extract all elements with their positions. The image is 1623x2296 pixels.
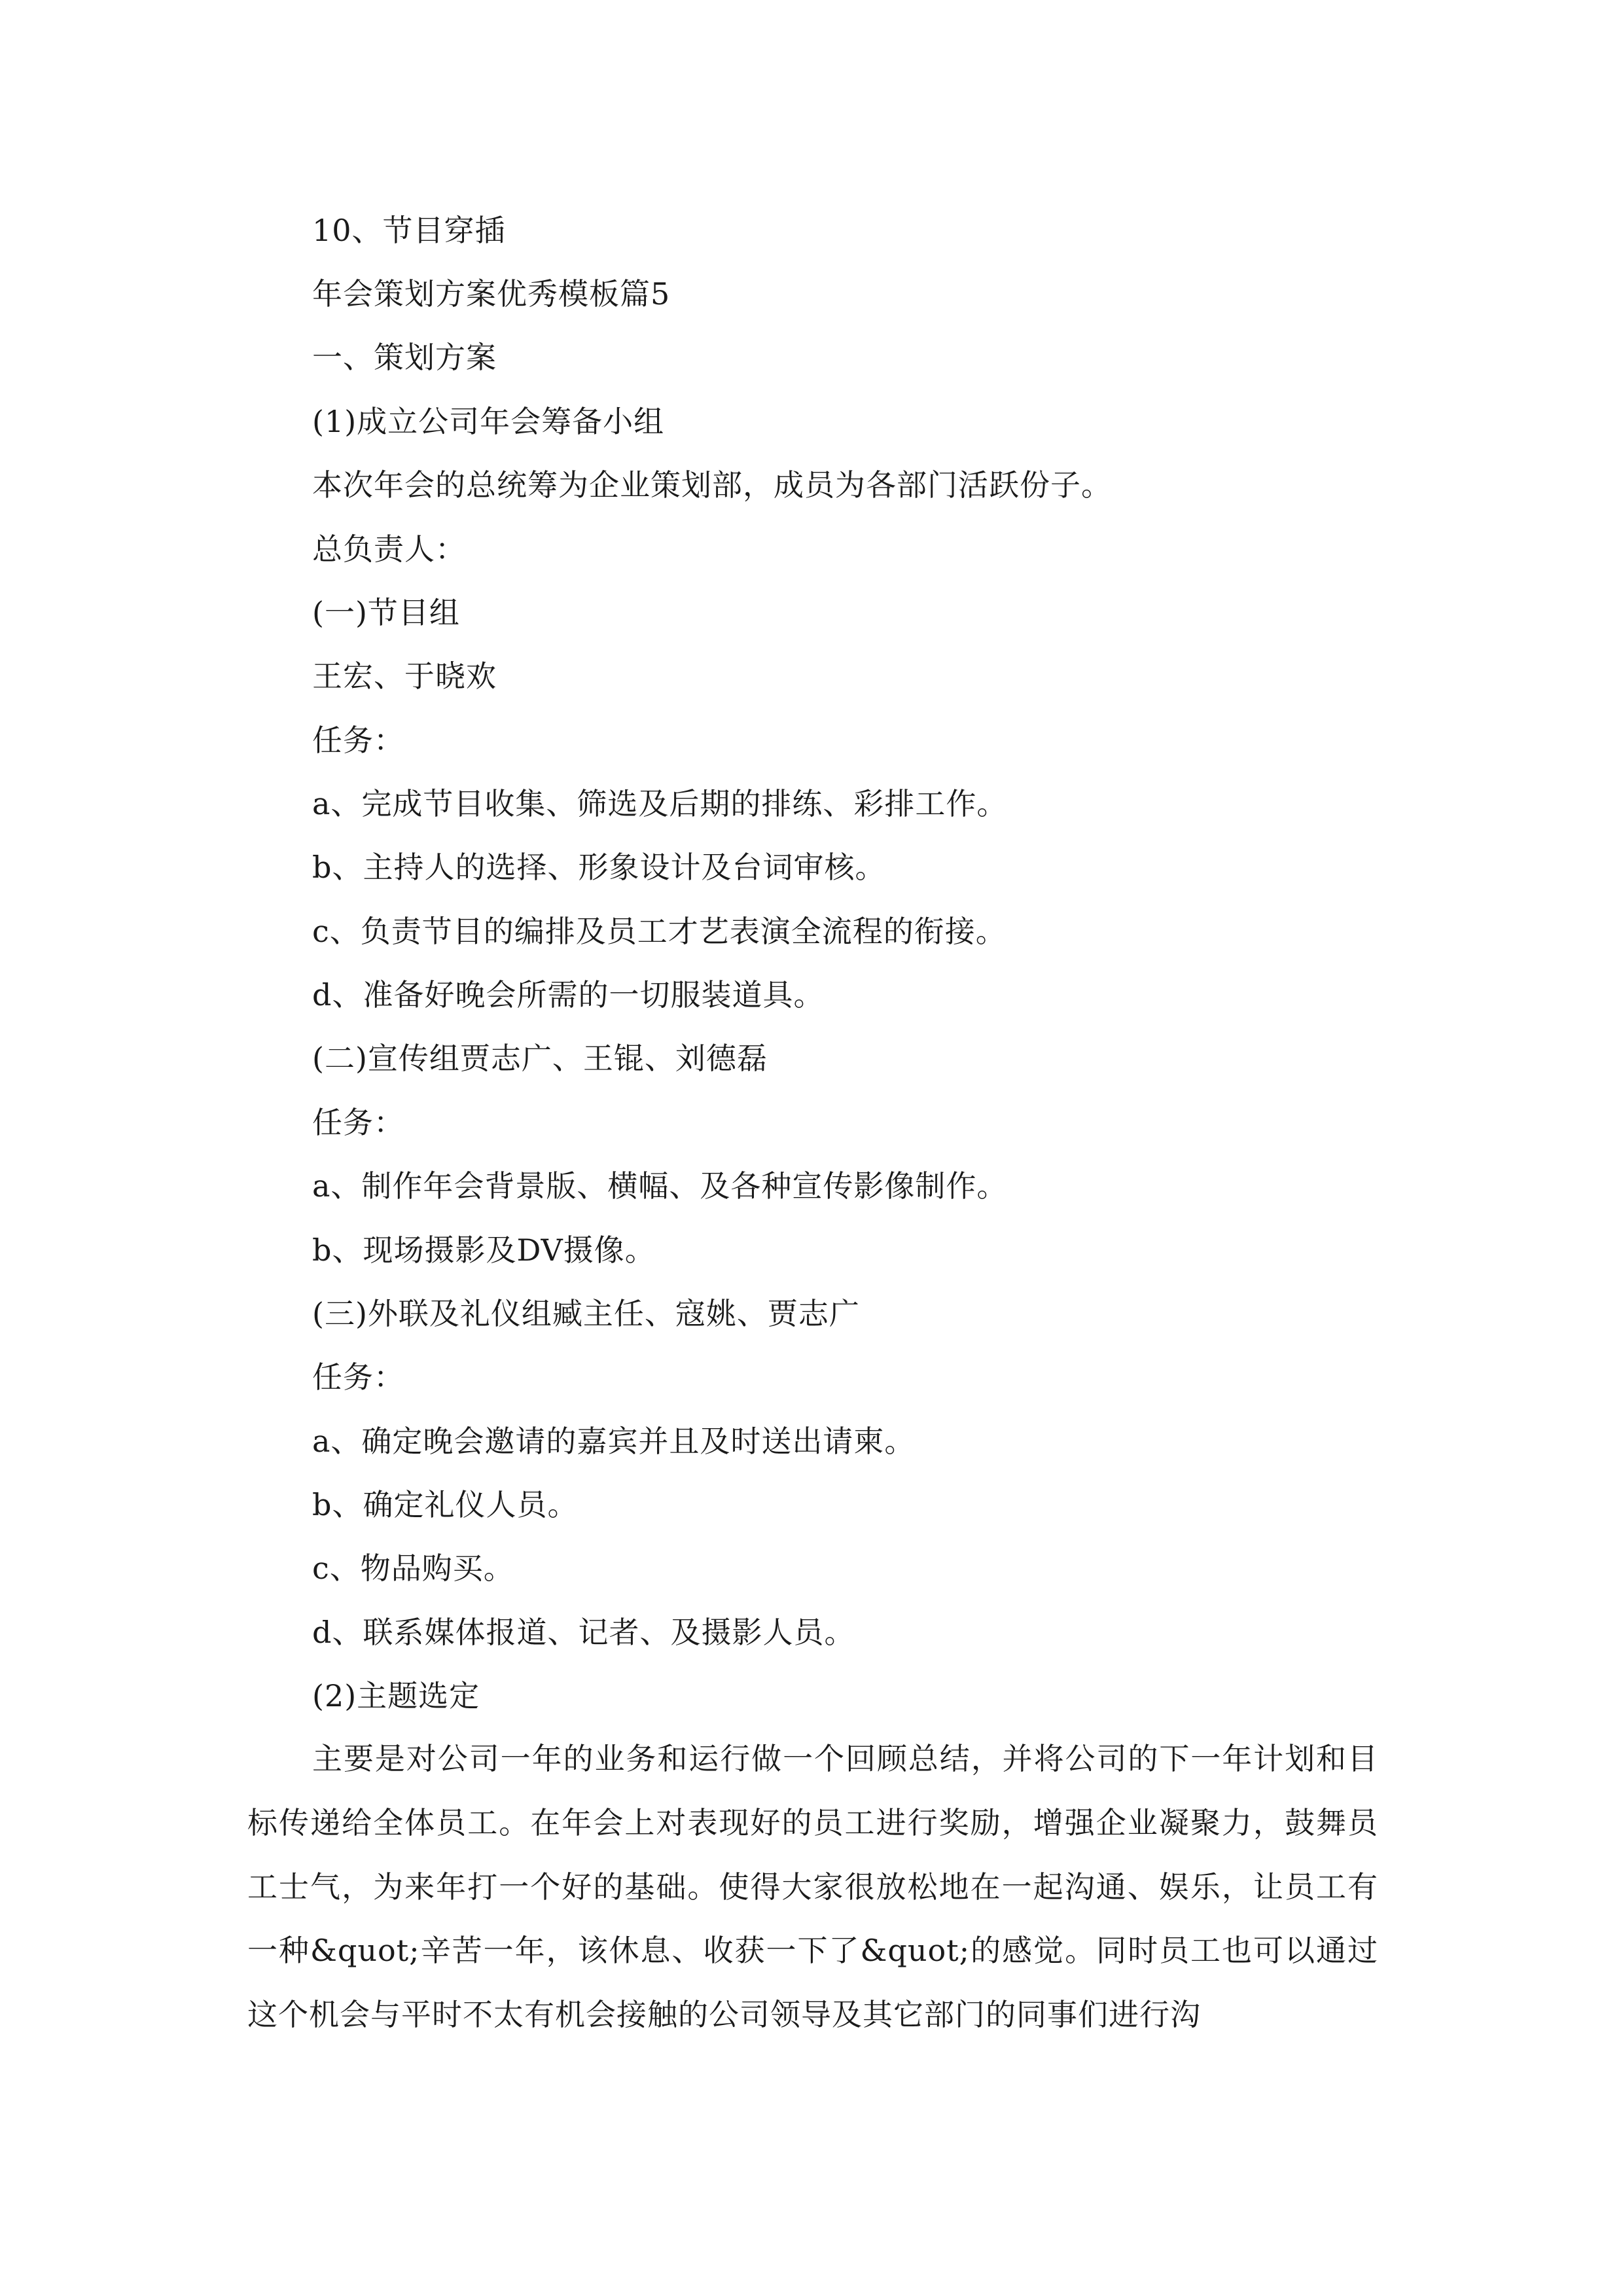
list-item: a、完成节目收集、筛选及后期的排练、彩排工作。 bbox=[312, 786, 1008, 821]
text-line: 任务： bbox=[312, 1105, 404, 1140]
list-item: c、物品购买。 bbox=[312, 1551, 514, 1586]
subheading-line: (1)成立公司年会筹备小组 bbox=[312, 404, 665, 439]
list-item: b、现场摄影及DV摄像。 bbox=[312, 1232, 656, 1268]
list-item: b、主持人的选择、形象设计及台词审核。 bbox=[312, 850, 886, 885]
text-line: 王宏、于晓欢 bbox=[312, 658, 497, 694]
text-line: 本次年会的总统筹为企业策划部，成员为各部门活跃份子。 bbox=[312, 467, 1112, 503]
text-line: 总负责人： bbox=[312, 531, 466, 567]
list-item: d、准备好晚会所需的一切服装道具。 bbox=[312, 977, 825, 1013]
subheading-line: (二)宣传组贾志广、王锟、刘德磊 bbox=[312, 1041, 768, 1076]
body-paragraph: 主要是对公司一年的业务和运行做一个回顾总结，并将公司的下一年计划和目标传递给全体员工。在年会上对表现好的员工进行奖励，增强企业凝聚力，鼓舞员工士气，为来年打一个好的基础。使得大家很放松地在一起沟通、娱乐，让员工有一种&quot;辛苦一年，该休息、收获一下了&quot;的感觉。同时员工也可以通过这个机会与平时不太有机会接触的公司领导及其它部门的同事们进行沟 bbox=[247, 1741, 1378, 2033]
subheading-line: (2)主题选定 bbox=[312, 1678, 480, 1713]
list-item: b、确定礼仪人员。 bbox=[312, 1487, 579, 1522]
text-line: 任务： bbox=[312, 1359, 404, 1395]
text-line: 任务： bbox=[312, 723, 404, 758]
section-title: 年会策划方案优秀模板篇5 bbox=[312, 276, 671, 312]
list-item: c、负责节目的编排及员工才艺表演全流程的衔接。 bbox=[312, 914, 1007, 949]
list-item: a、确定晚会邀请的嘉宾并且及时送出请柬。 bbox=[312, 1424, 916, 1459]
subheading-line: (一)节目组 bbox=[312, 595, 460, 630]
subheading-line: (三)外联及礼仪组臧主任、寇姚、贾志广 bbox=[312, 1296, 860, 1331]
text-line: 10、节目穿插 bbox=[312, 213, 506, 248]
heading-line: 一、策划方案 bbox=[312, 340, 497, 375]
list-item: a、制作年会背景版、横幅、及各种宣传影像制作。 bbox=[312, 1168, 1008, 1204]
list-item: d、联系媒体报道、记者、及摄影人员。 bbox=[312, 1615, 855, 1650]
